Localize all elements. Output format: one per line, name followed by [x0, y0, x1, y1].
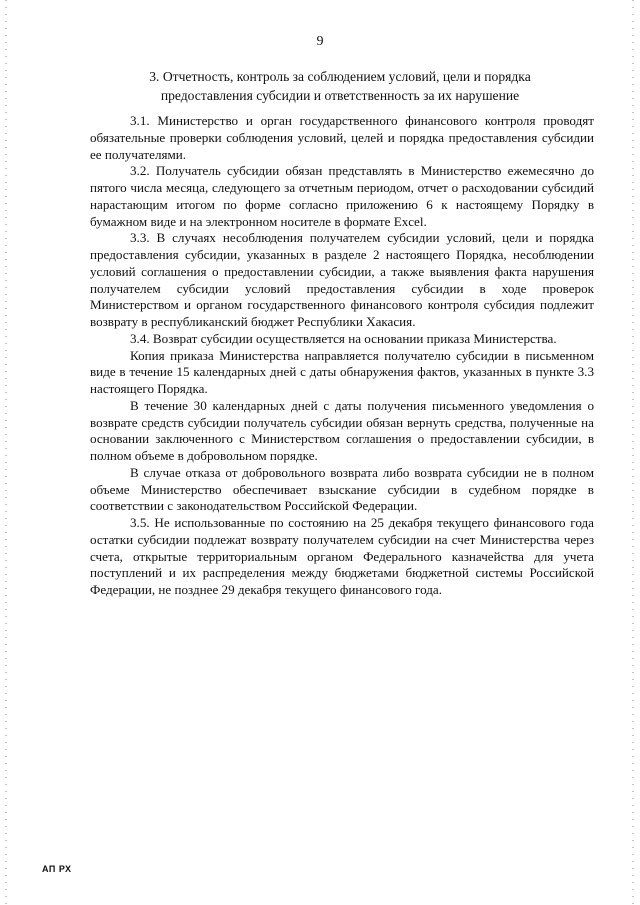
paragraph-3-3: 3.3. В случаях несоблюдения получателем субсидии условий, цели и порядка предоставления субсидии, указанных в разделе 2 настоящего Порядка, несоблюдении условий соглашения о предоставлении субсидии, а также выявления факта нарушения получателем субсидии условий предоставления субсидии в ходе проверок Министерством и органом государственного финансового контроля субсидия подлежит возврату в республиканский бюджет Республики Хакасия. [90, 230, 594, 329]
paragraph-order-copy: Копия приказа Министерства направляется получателю субсидии в письменном виде в течение 15 календарных дней с даты обнаружения фактов, указанных в пункте 3.3 настоящего Порядка. [90, 347, 594, 396]
paragraph-3-5: 3.5. Не использованные по состоянию на 25 декабря текущего финансового года остатки субсидии подлежат возврату получателем субсидии на счет Министерства через счета, открытые территориальным органом Федерального казначейства для учета поступлений и их распределения между бюджетами бюджетной системы Российской Федерации, не позднее 29 декабря текущего финансового года. [90, 515, 594, 597]
footer-stamp: АП РХ [42, 864, 72, 874]
section-title-line-1: 3. Отчетность, контроль за соблюдением условий, цели и порядка [149, 69, 531, 84]
paragraph-court-recovery: В случае отказа от добровольного возврата либо возврата субсидии не в полном объеме Министерство обеспечивает взыскание субсидии в судебном порядке в соответствии с законодательством Российской Федерации. [90, 464, 594, 514]
section-title-line-2: предоставления субсидии и ответственность за их нарушение [160, 88, 520, 103]
page-number: 9 [316, 34, 324, 49]
scan-edge-right [632, 0, 634, 905]
scan-edge-left [5, 0, 7, 905]
document-body [90, 113, 594, 599]
section-title [90, 67, 590, 105]
paragraph-return-deadline: В течение 30 календарных дней с даты получения письменного уведомления о возврате средств субсидии получатель субсидии обязан вернуть средства, полученные на основании заключенного с Министерством соглашения о предоставлении субсидии, в полном объеме в добровольном порядке. [90, 397, 594, 463]
paragraph-3-2: 3.2. Получатель субсидии обязан представлять в Министерство ежемесячно до пятого числа месяца, следующего за отчетным периодом, отчет о расходовании субсидий нарастающим итогом по форме согласно приложению 6 к настоящему Порядку в бумажном виде и на электронном носителе в формате Excel. [90, 163, 594, 229]
paragraph-3-1: 3.1. Министерство и орган государственного финансового контроля проводят обязательные проверки соблюдения условий, целей и порядка предоставления субсидии ее получателями. [90, 113, 594, 162]
paragraph-3-4: 3.4. Возврат субсидии осуществляется на основании приказа Министерства. [130, 330, 557, 346]
